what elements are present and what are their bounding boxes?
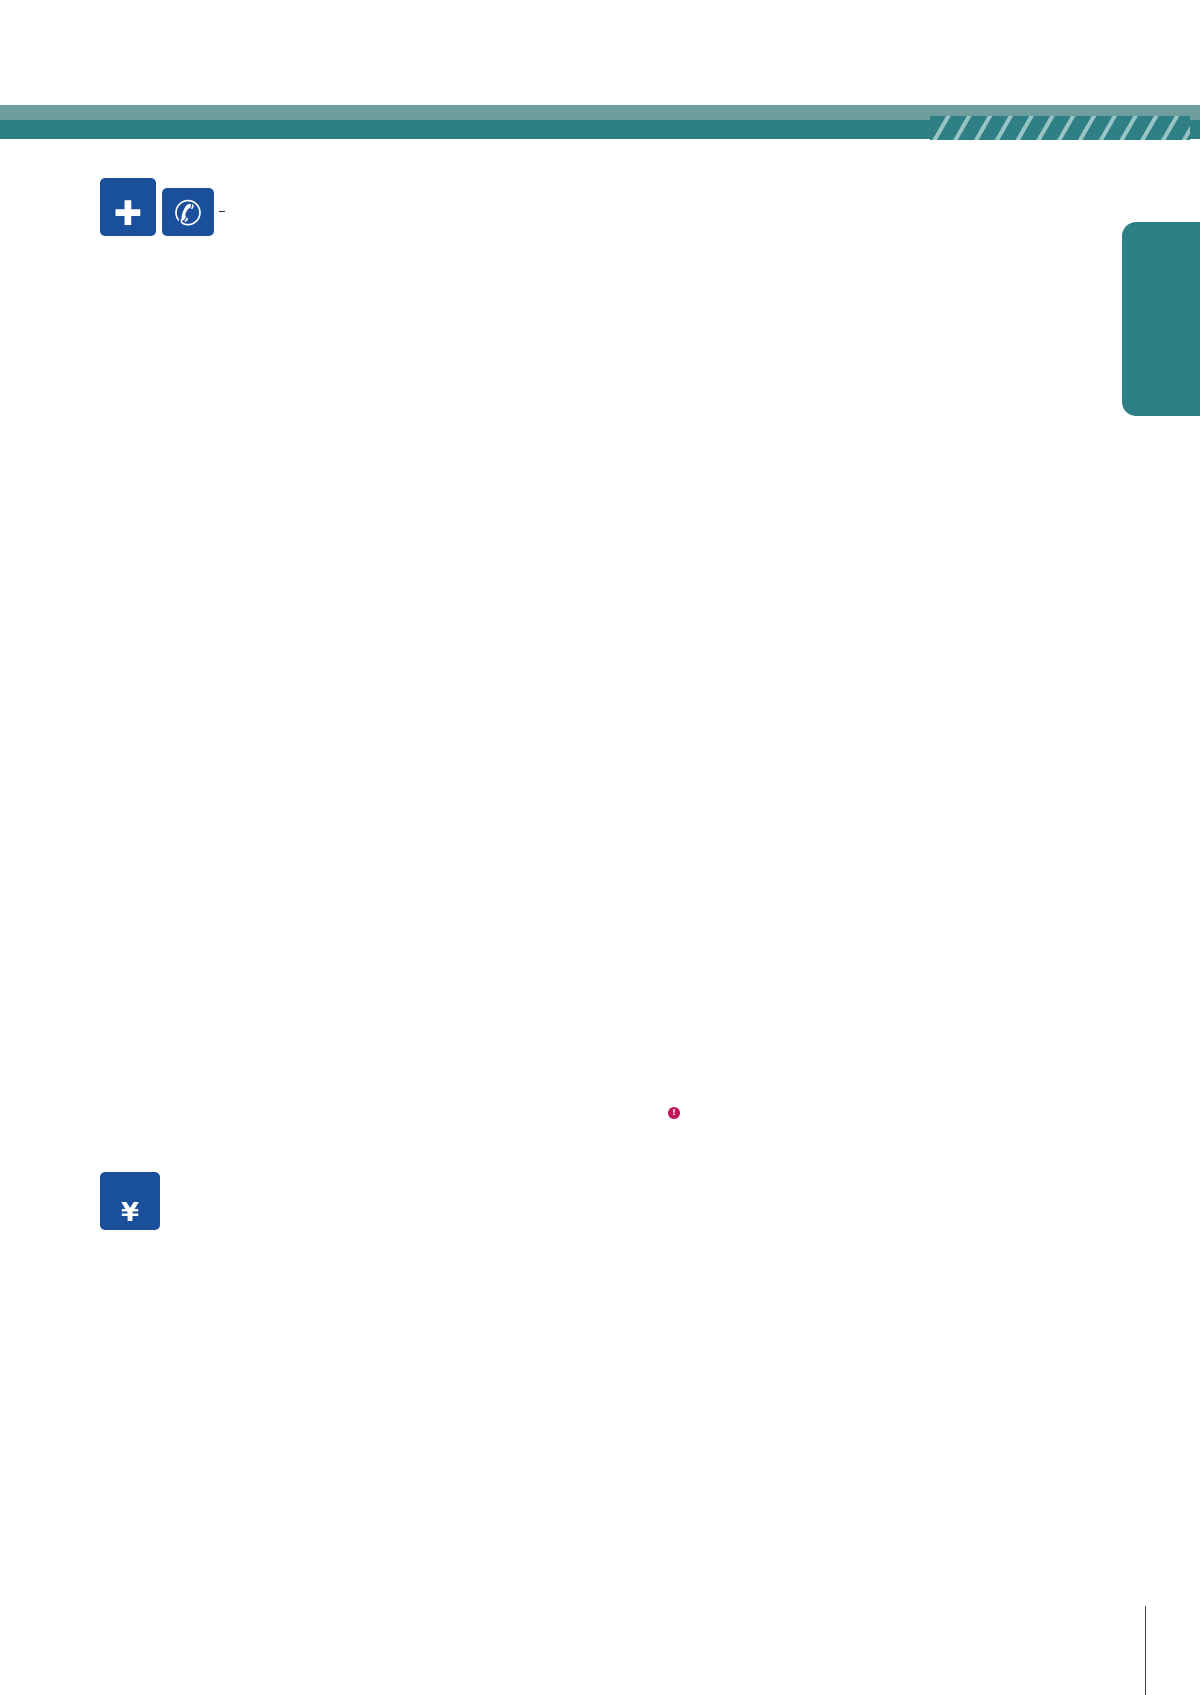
addition-badge bbox=[100, 178, 156, 236]
side-tab bbox=[1122, 222, 1200, 416]
tip-note: ! bbox=[668, 1103, 683, 1119]
brand-logo bbox=[880, 52, 1196, 112]
brand-subtitle bbox=[930, 116, 1190, 140]
plus-icon: ✚ bbox=[113, 194, 143, 234]
code-table bbox=[219, 191, 225, 212]
order-badge bbox=[162, 188, 214, 236]
yen-icon: ¥ bbox=[120, 1198, 140, 1228]
phone-icon: ✆ bbox=[173, 194, 203, 234]
footer-rule bbox=[1145, 1606, 1146, 1695]
qty-title bbox=[165, 1178, 178, 1196]
price-badge bbox=[100, 1172, 160, 1230]
